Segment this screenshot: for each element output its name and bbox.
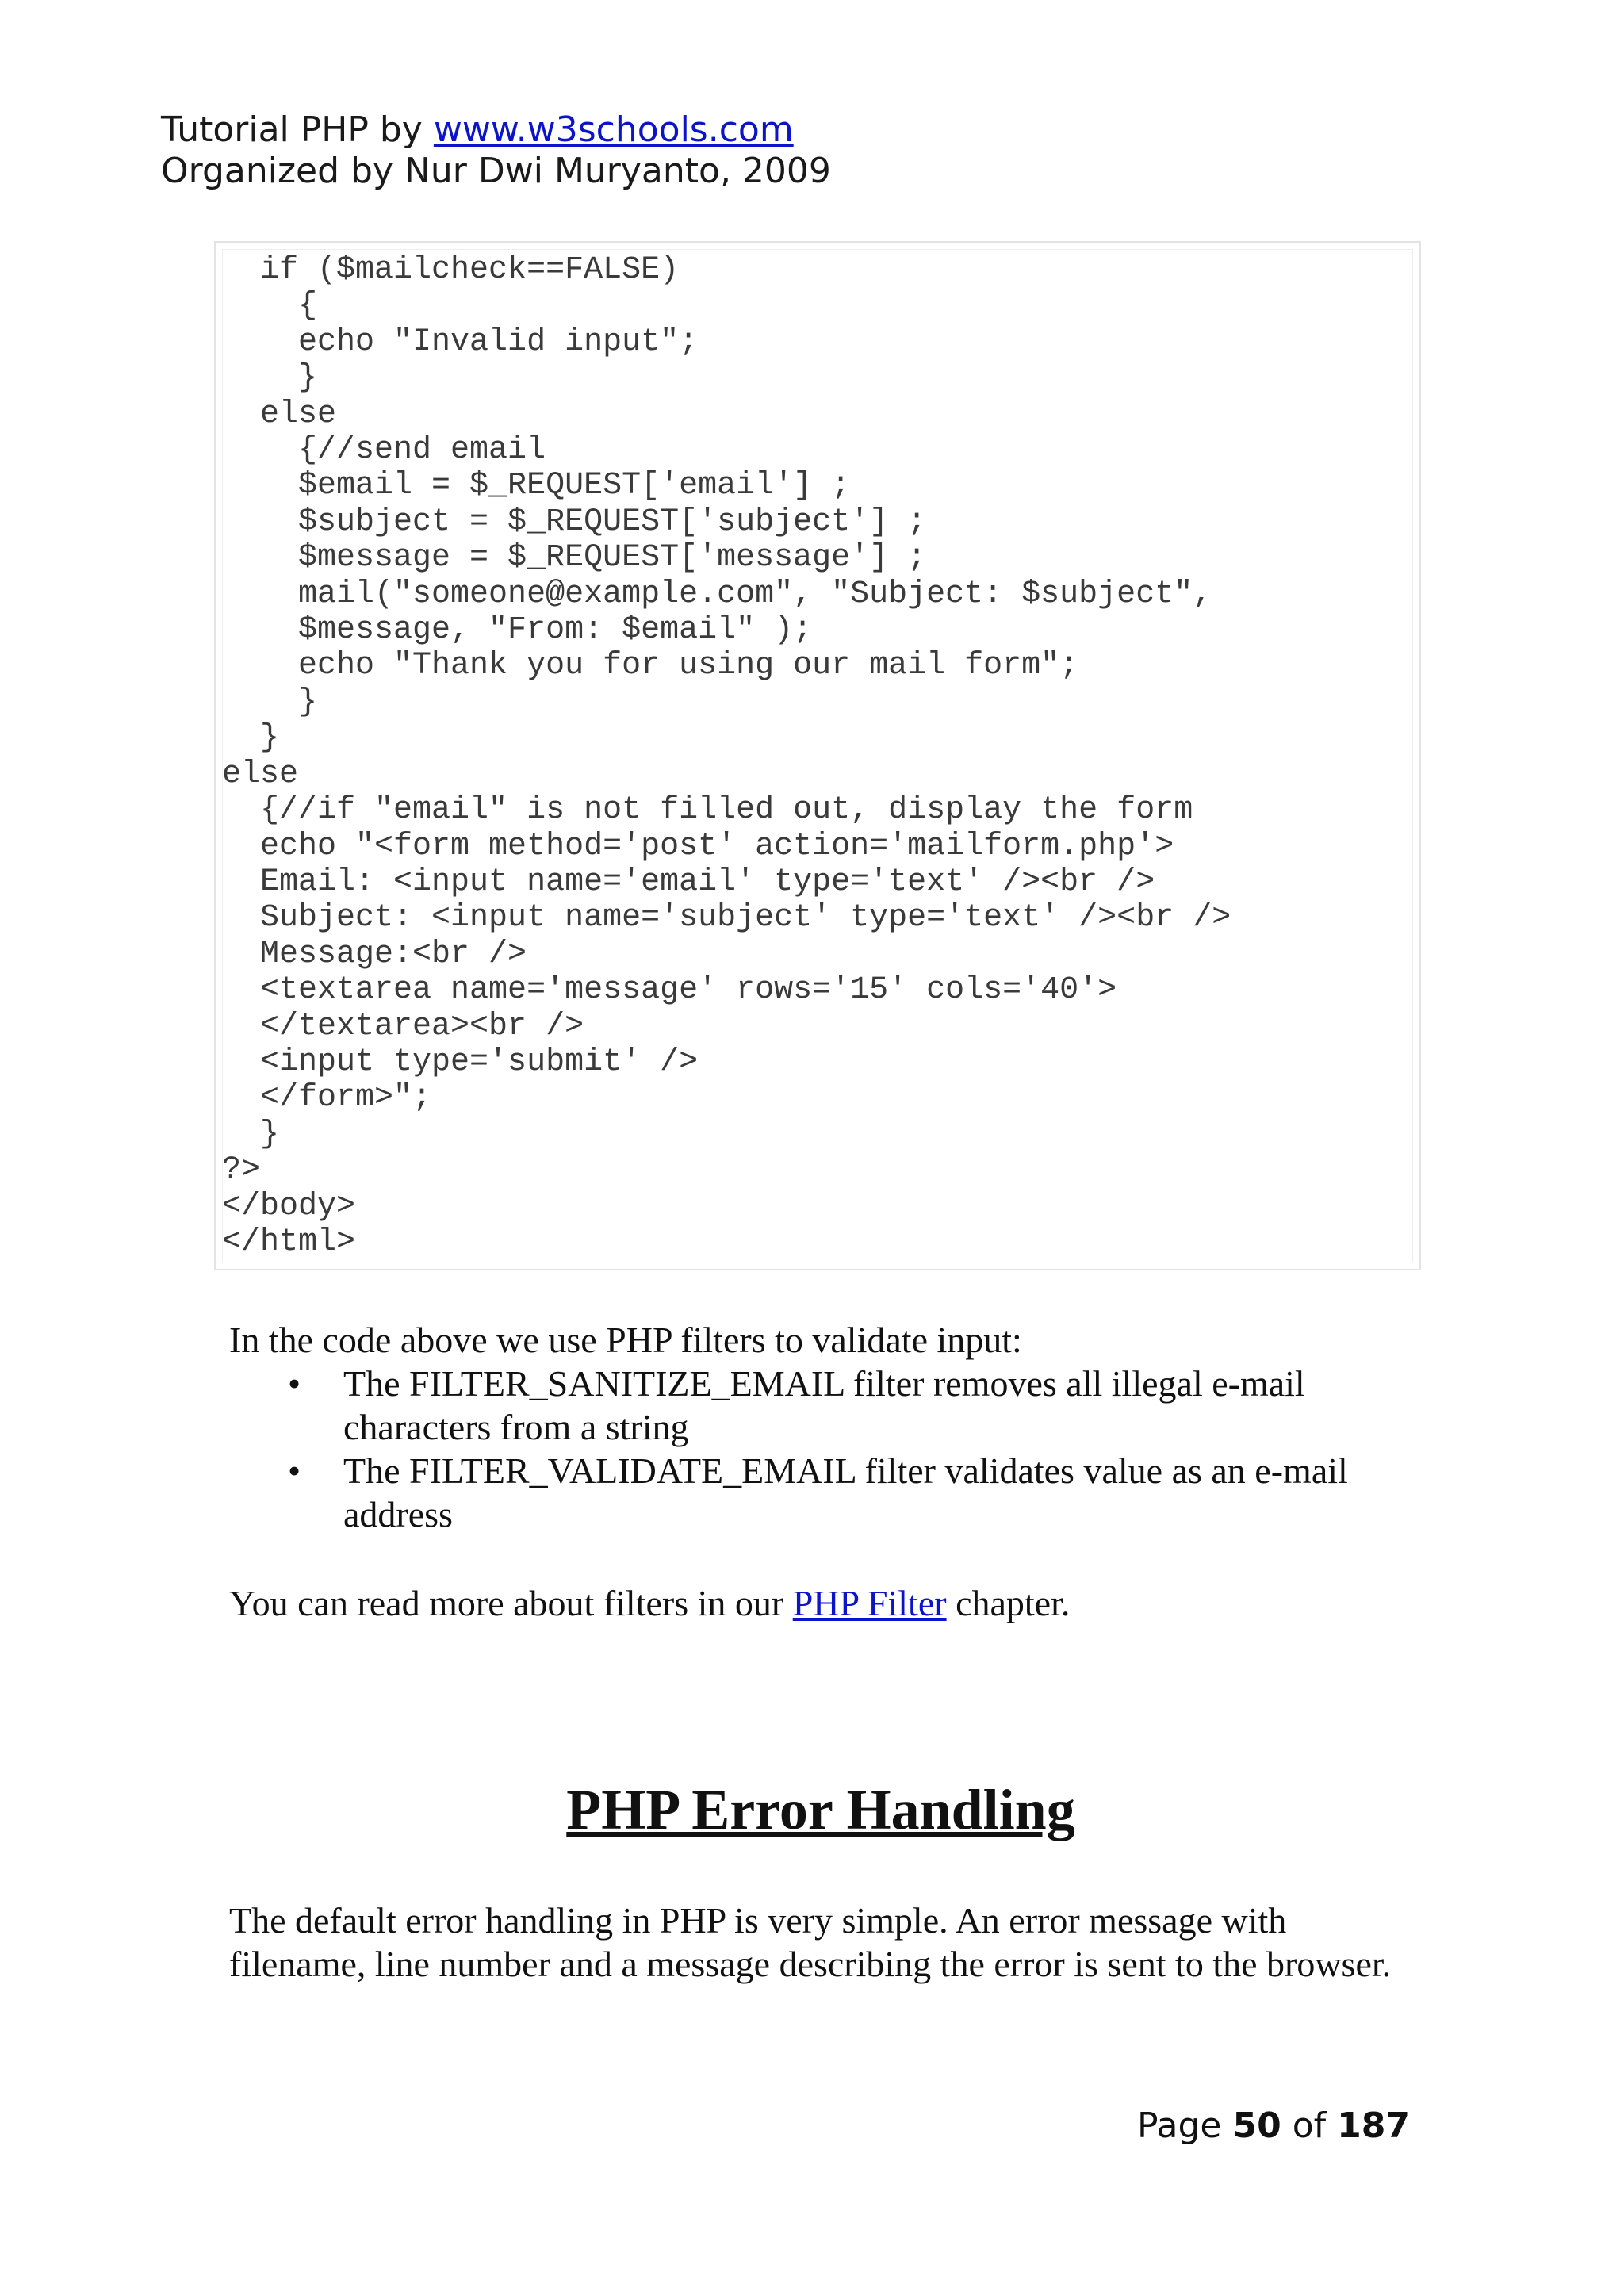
header-line-2: Organized by Nur Dwi Muryanto, 2009 (161, 151, 831, 191)
page-number: 50 (1232, 2105, 1281, 2146)
w3schools-link[interactable]: www.w3schools.com (433, 109, 794, 150)
page-header (161, 109, 831, 192)
list-item (229, 1449, 1434, 1536)
bullet-text: The FILTER_SANITIZE_EMAIL filter removes all illegal e-mail characters from a string (343, 1363, 1305, 1447)
header-line-1 (161, 109, 831, 151)
list-item (229, 1362, 1434, 1449)
page-footer (1137, 2105, 1410, 2146)
php-filter-link[interactable]: PHP Filter (792, 1583, 947, 1623)
error-handling-paragraph: The default error handling in PHP is very simple. An error message with filename, line number and a message describing the error is sent to the browser. (229, 1900, 1392, 1984)
total-pages: 187 (1337, 2105, 1410, 2146)
section-title: PHP Error Handling (566, 1778, 1075, 1841)
header-title-prefix: Tutorial PHP by (161, 109, 434, 150)
read-more-suffix: chapter. (946, 1583, 1071, 1623)
of-word: of (1292, 2105, 1327, 2146)
code-block: if ($mailcheck==FALSE) { echo "Invalid input"; } else {//send email $email = $_REQUEST['email'] ; $subject = $_REQUEST['subject'] ; $message = $_REQUEST['message'] ; mail("someone@example.com", "Subject: $subject", $message, "From: $email" ); echo "Thank you for using our mail form"; } } else {//if "email" is not filled out, display the form echo "<form method='post' action='mailform.php'> Email: <input name='email' type='text' /><br /> Subject: <input name='subject' type='text' /><br /> Message:<br /> <textarea name='message' rows='15' cols='40'> </textarea><br /> <input type='submit' /> </form>"; } ?> </body> </html> (222, 252, 1231, 1260)
bullet-text: The FILTER_VALIDATE_EMAIL filter validates value as an e-mail address (343, 1450, 1348, 1534)
page-word: Page (1136, 2105, 1222, 2146)
filter-bullet-list (229, 1362, 1434, 1536)
intro-text: In the code above we use PHP filters to validate input: (229, 1320, 1022, 1360)
bullet-icon: • (288, 1363, 301, 1404)
read-more-prefix: You can read more about filters in our (229, 1583, 793, 1623)
bullet-icon: • (288, 1450, 301, 1491)
read-more-text (229, 1581, 1070, 1625)
